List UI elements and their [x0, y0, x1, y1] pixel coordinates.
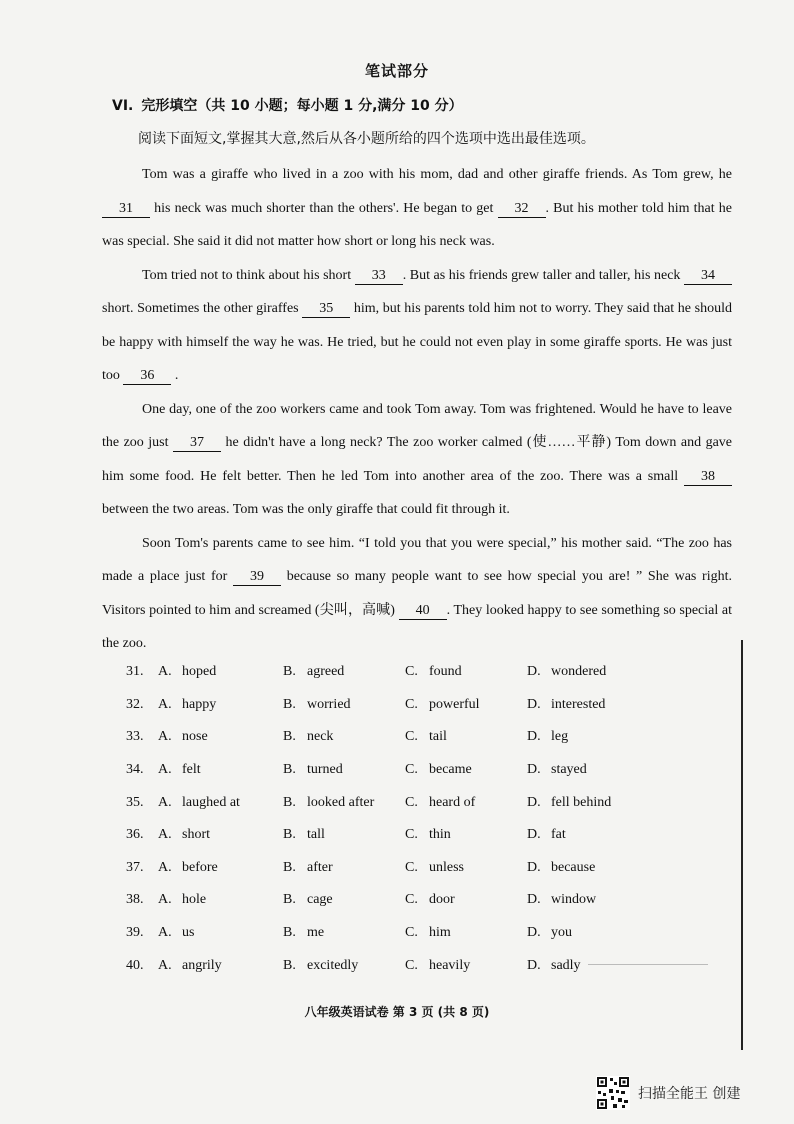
- passage-text: his neck was much shorter than the others'. He began to get: [150, 200, 498, 216]
- answer-option: [405, 762, 527, 778]
- question-row: [126, 819, 726, 852]
- passage-text: Soon Tom's parents came to see him. “I told you that you were special,” his mother said. “The zoo has made a place just for: [102, 535, 732, 584]
- instruction-text: 阅读下面短文,掌握其大意,然后从各小题所给的四个选项中选出最佳选项。: [138, 131, 595, 147]
- option-letter: D.: [527, 664, 541, 680]
- option-text: tail: [429, 729, 447, 745]
- option-text: found: [429, 664, 462, 680]
- answer-option: [527, 729, 667, 745]
- option-text: turned: [307, 762, 343, 778]
- question-number: 32.: [126, 696, 144, 712]
- option-text: thin: [429, 827, 451, 843]
- question-row: [126, 689, 726, 722]
- question-number: 33.: [126, 729, 144, 745]
- answer-blank: 32: [498, 201, 546, 218]
- answer-option: [527, 925, 667, 941]
- answer-option: [283, 860, 405, 876]
- scanner-watermark: [596, 1075, 740, 1111]
- question-number: 40.: [126, 957, 144, 973]
- answer-option: [527, 827, 667, 843]
- option-text: leg: [551, 729, 569, 745]
- passage-text: him, but his parents told him not to worry. They said that he should be happy with himself the way he was. He tried, but he could not even play in some giraffe sports. He was just too: [102, 301, 732, 383]
- option-text: sadly: [551, 957, 581, 973]
- question-row: [126, 917, 726, 950]
- option-text: tall: [307, 827, 325, 843]
- passage-paragraph: [102, 527, 732, 661]
- option-text: worried: [307, 696, 351, 712]
- option-letter: B.: [283, 925, 296, 941]
- answer-option: [158, 697, 283, 713]
- option-text: happy: [182, 696, 217, 712]
- answer-option: [405, 958, 527, 974]
- option-text: powerful: [429, 696, 480, 712]
- option-letter: C.: [405, 827, 418, 843]
- question-row: [126, 786, 726, 819]
- passage-text: short. Sometimes the other giraffes: [102, 301, 303, 316]
- passage-text: because so many people want to see how special you are! ” She was right. Visitors pointed to him and screamed (尖叫，高喊): [102, 569, 732, 618]
- option-text: you: [551, 925, 572, 941]
- scanner-badge-text: 扫描全能王 创建: [638, 1086, 741, 1102]
- option-letter: D.: [527, 925, 541, 941]
- passage-text: Tom was a giraffe who lived in a zoo with his mom, dad and other giraffe friends. As Tom grew, he: [142, 167, 732, 182]
- answer-option: [158, 860, 283, 876]
- passage-text: One day, one of the zoo workers came and took Tom away. Tom was frightened. Would he have to leave the zoo just: [102, 401, 732, 450]
- option-text: before: [182, 859, 218, 875]
- option-letter: A.: [158, 859, 172, 875]
- answer-blank: 40: [399, 603, 447, 620]
- answer-option: [405, 827, 527, 843]
- answer-option: [405, 664, 527, 680]
- answer-option: [158, 729, 283, 745]
- option-text: short: [182, 827, 210, 843]
- passage-text: . They looked happy to see something so special at the zoo.: [102, 602, 732, 651]
- answer-option: [158, 762, 283, 778]
- question-row: [126, 656, 726, 689]
- option-letter: B.: [283, 892, 296, 908]
- option-text: us: [182, 925, 195, 941]
- option-text: nose: [182, 729, 208, 745]
- option-text: cage: [307, 892, 333, 908]
- option-text: felt: [182, 762, 201, 778]
- passage-paragraph: [102, 158, 732, 259]
- option-text: hole: [182, 892, 207, 908]
- passage-text: .: [171, 368, 179, 383]
- option-letter: D.: [527, 859, 541, 875]
- question-number: 35.: [126, 794, 144, 810]
- question-row: [126, 754, 726, 787]
- option-letter: C.: [405, 664, 418, 680]
- page-footer: 八年级英语试卷 第 3 页 (共 8 页): [304, 1005, 490, 1019]
- answer-option: [283, 958, 405, 974]
- passage-text: Tom tried not to think about his short: [142, 267, 355, 283]
- option-letter: D.: [527, 957, 541, 973]
- option-text: because: [551, 859, 596, 875]
- answer-option: [158, 795, 283, 811]
- answer-option: [283, 762, 405, 778]
- option-letter: B.: [283, 762, 296, 778]
- option-letter: D.: [527, 729, 541, 745]
- answer-option: [405, 795, 527, 811]
- option-letter: C.: [405, 794, 418, 810]
- option-letter: D.: [527, 892, 541, 908]
- option-letter: A.: [158, 892, 172, 908]
- answer-blank: 34: [684, 268, 732, 285]
- option-letter: C.: [405, 925, 418, 941]
- margin-rule: [741, 640, 743, 1050]
- question-row: [126, 852, 726, 885]
- answer-option: [283, 827, 405, 843]
- option-letter: B.: [283, 664, 296, 680]
- option-letter: B.: [283, 859, 296, 875]
- option-text: laughed at: [182, 794, 240, 810]
- option-letter: D.: [527, 762, 541, 778]
- qr-code-icon: [596, 1076, 630, 1110]
- option-text: interested: [551, 696, 606, 712]
- option-letter: D.: [527, 827, 541, 843]
- answer-option: [405, 925, 527, 941]
- option-letter: B.: [283, 794, 296, 810]
- answer-option: [527, 697, 667, 713]
- question-number: 37.: [126, 859, 144, 875]
- answer-option: [283, 892, 405, 908]
- option-text: door: [429, 892, 455, 908]
- question-row: [126, 949, 726, 982]
- option-text: unless: [429, 859, 464, 875]
- passage-paragraph: [102, 259, 732, 393]
- passage-text: . But as his friends grew taller and taller, his neck: [402, 267, 684, 283]
- option-letter: A.: [158, 696, 172, 712]
- option-text: hoped: [182, 664, 217, 680]
- answer-blank: 36: [123, 368, 171, 385]
- answer-blank: 33: [355, 268, 403, 285]
- option-letter: A.: [158, 762, 172, 778]
- cloze-passage: [102, 158, 732, 661]
- option-letter: D.: [527, 794, 541, 810]
- question-number: 31.: [126, 664, 144, 680]
- option-letter: C.: [405, 729, 418, 745]
- option-text: wondered: [551, 664, 607, 680]
- question-number: 39.: [126, 925, 144, 941]
- option-letter: B.: [283, 696, 296, 712]
- option-letter: C.: [405, 859, 418, 875]
- option-letter: C.: [405, 696, 418, 712]
- option-letter: A.: [158, 827, 172, 843]
- answer-option: [158, 664, 283, 680]
- answer-blank: 38: [684, 469, 732, 486]
- option-letter: C.: [405, 957, 418, 973]
- passage-text: between the two areas. Tom was the only giraffe that could fit through it.: [102, 502, 510, 517]
- option-text: fell behind: [551, 794, 612, 810]
- option-letter: A.: [158, 729, 172, 745]
- option-text: angrily: [182, 957, 222, 973]
- option-letter: A.: [158, 794, 172, 810]
- answer-option: [527, 664, 667, 680]
- answer-blank: 39: [233, 569, 281, 586]
- question-number: 38.: [126, 892, 144, 908]
- answer-option: [283, 697, 405, 713]
- answer-option: [405, 729, 527, 745]
- answer-option: [283, 729, 405, 745]
- answer-blank: 31: [102, 201, 150, 218]
- option-text: me: [307, 925, 325, 941]
- answer-option: [158, 827, 283, 843]
- option-letter: B.: [283, 957, 296, 973]
- question-row: [126, 884, 726, 917]
- option-text: excitedly: [307, 957, 359, 973]
- option-letter: A.: [158, 957, 172, 973]
- answer-option: [405, 892, 527, 908]
- answer-option: [158, 958, 283, 974]
- option-text: him: [429, 925, 451, 941]
- answer-blank: 35: [302, 301, 350, 318]
- answer-option: [283, 795, 405, 811]
- option-letter: B.: [283, 729, 296, 745]
- answer-option: [283, 925, 405, 941]
- option-text: heard of: [429, 794, 476, 810]
- option-text: agreed: [307, 664, 345, 680]
- option-letter: B.: [283, 827, 296, 843]
- section-number: VI.: [112, 98, 134, 114]
- answer-option: [405, 697, 527, 713]
- option-text: neck: [307, 729, 334, 745]
- option-text: after: [307, 859, 333, 875]
- option-letter: D.: [527, 696, 541, 712]
- answer-option: [405, 860, 527, 876]
- option-text: fat: [551, 827, 566, 843]
- section-heading-text: 完形填空（共 10 小题；每小题 1 分,满分 10 分）: [141, 98, 463, 114]
- option-letter: A.: [158, 664, 172, 680]
- option-text: looked after: [307, 794, 375, 810]
- answer-option: [283, 664, 405, 680]
- answer-option: [158, 925, 283, 941]
- answer-option: [527, 860, 667, 876]
- option-letter: C.: [405, 762, 418, 778]
- answer-blank: 37: [173, 435, 221, 452]
- answer-options: [126, 656, 726, 982]
- option-text: heavily: [429, 957, 471, 973]
- option-letter: C.: [405, 892, 418, 908]
- answer-option: [527, 762, 667, 778]
- passage-text: . But his mother told him that he was special. She said it did not matter how short or long his neck was.: [102, 200, 732, 249]
- divider: [588, 964, 708, 965]
- option-text: window: [551, 892, 597, 908]
- option-letter: A.: [158, 925, 172, 941]
- option-text: became: [429, 762, 472, 778]
- answer-option: [527, 892, 667, 908]
- option-text: stayed: [551, 762, 587, 778]
- answer-option: [527, 958, 667, 974]
- passage-paragraph: [102, 393, 732, 527]
- question-number: 36.: [126, 827, 144, 843]
- question-row: [126, 721, 726, 754]
- question-number: 34.: [126, 762, 144, 778]
- passage-text: he didn't have a long neck? The zoo worker calmed (使……平静) Tom down and gave him some food. He felt better. Then he led Tom into another area of the zoo. There was a small: [102, 435, 733, 484]
- section-title: 笔试部分: [364, 62, 429, 80]
- section-heading: [112, 95, 463, 115]
- answer-option: [527, 795, 667, 811]
- answer-option: [158, 892, 283, 908]
